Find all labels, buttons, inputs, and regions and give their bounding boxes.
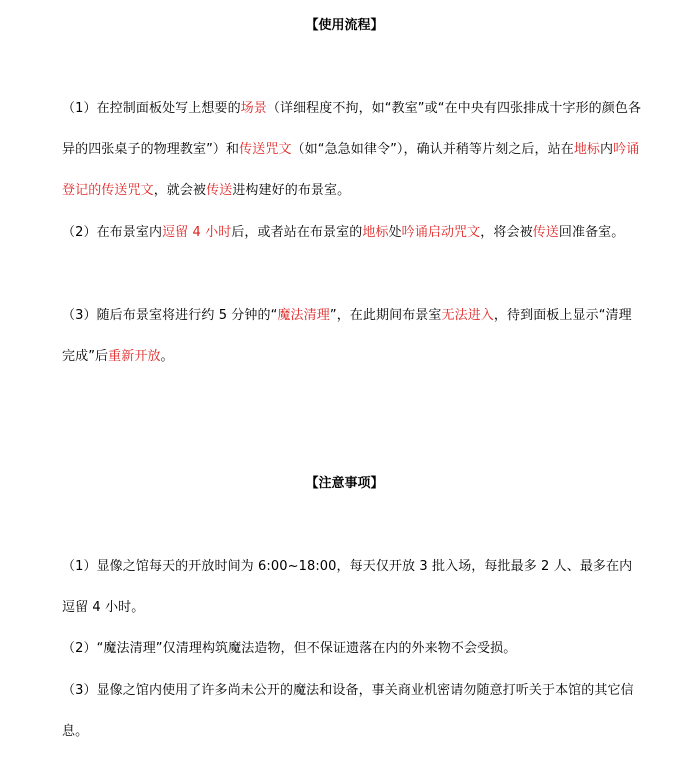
highlighted-text: 传送 bbox=[206, 183, 233, 198]
paragraph-text: （2）在布景室内 bbox=[62, 225, 163, 240]
notes-title: 【注意事项】 bbox=[305, 476, 384, 491]
paragraph-text: 回准备室。 bbox=[558, 225, 625, 240]
paragraph-text: 后，或者站在布景室的 bbox=[231, 225, 363, 240]
highlighted-text: 魔法清理 bbox=[277, 308, 330, 323]
highlighted-text: 传送咒文 bbox=[239, 142, 292, 157]
highlighted-text: 地标 bbox=[573, 142, 601, 157]
highlighted-text: 地标 bbox=[362, 225, 389, 240]
highlighted-text: 传送 bbox=[532, 225, 559, 240]
paragraph-text: ，就会被 bbox=[153, 183, 207, 198]
paragraph-text: 进构建好的布景室。 bbox=[232, 183, 351, 198]
paragraph-text: （1）在控制面板处写上想要的 bbox=[62, 101, 241, 116]
paragraph-text: 。 bbox=[160, 349, 174, 364]
note-3 bbox=[62, 670, 642, 752]
paragraph-text: ，将会被 bbox=[480, 225, 533, 240]
paragraph-text: （详细程度不拘，如“教室”或“在中央有四张排成十字形的颜色各异的四张桌子的物理教室”）和 bbox=[62, 101, 642, 157]
usage-step-3 bbox=[62, 295, 642, 377]
highlighted-text: 吟诵启动咒文 bbox=[401, 225, 481, 240]
usage-step-2 bbox=[62, 212, 642, 253]
paragraph-text: （2）“魔法清理”仅清理构筑魔法造物，但不保证遗落在内的外来物不会受损。 bbox=[62, 641, 517, 656]
note-2 bbox=[62, 628, 642, 669]
paragraph-text: 处 bbox=[388, 225, 402, 240]
highlighted-text: 重新开放 bbox=[108, 349, 161, 364]
paragraph-text: ”，在此期间布景室 bbox=[329, 308, 442, 323]
highlighted-text: 吟诵登记的传送咒文 bbox=[62, 142, 640, 198]
paragraph-text: 内 bbox=[600, 142, 614, 157]
highlighted-text: 无法进入 bbox=[441, 308, 494, 323]
paragraph-text: ，待到面板上显示“清理完成”后 bbox=[62, 308, 632, 364]
paragraph-text: （3）显像之馆内使用了许多尚未公开的魔法和设备，事关商业机密请勿随意打听关于本馆的其它信息。 bbox=[62, 683, 634, 739]
highlighted-text: 逗留 4 小时 bbox=[162, 225, 232, 240]
paragraph-text: （3）随后布景室将进行约 5 分钟的“ bbox=[62, 308, 278, 323]
usage-process-title: 【使用流程】 bbox=[305, 18, 384, 33]
note-1 bbox=[62, 546, 642, 628]
paragraph-text: （1）显像之馆每天的开放时间为 6:00~18:00，每天仅开放 3 批入场，每批最多 2 人、最多在内逗留 4 小时。 bbox=[62, 559, 633, 615]
paragraph-text: （如“急急如律令”），确认并稍等片刻之后，站在 bbox=[291, 142, 574, 157]
highlighted-text: 场景 bbox=[240, 101, 267, 116]
usage-step-1 bbox=[62, 88, 642, 211]
